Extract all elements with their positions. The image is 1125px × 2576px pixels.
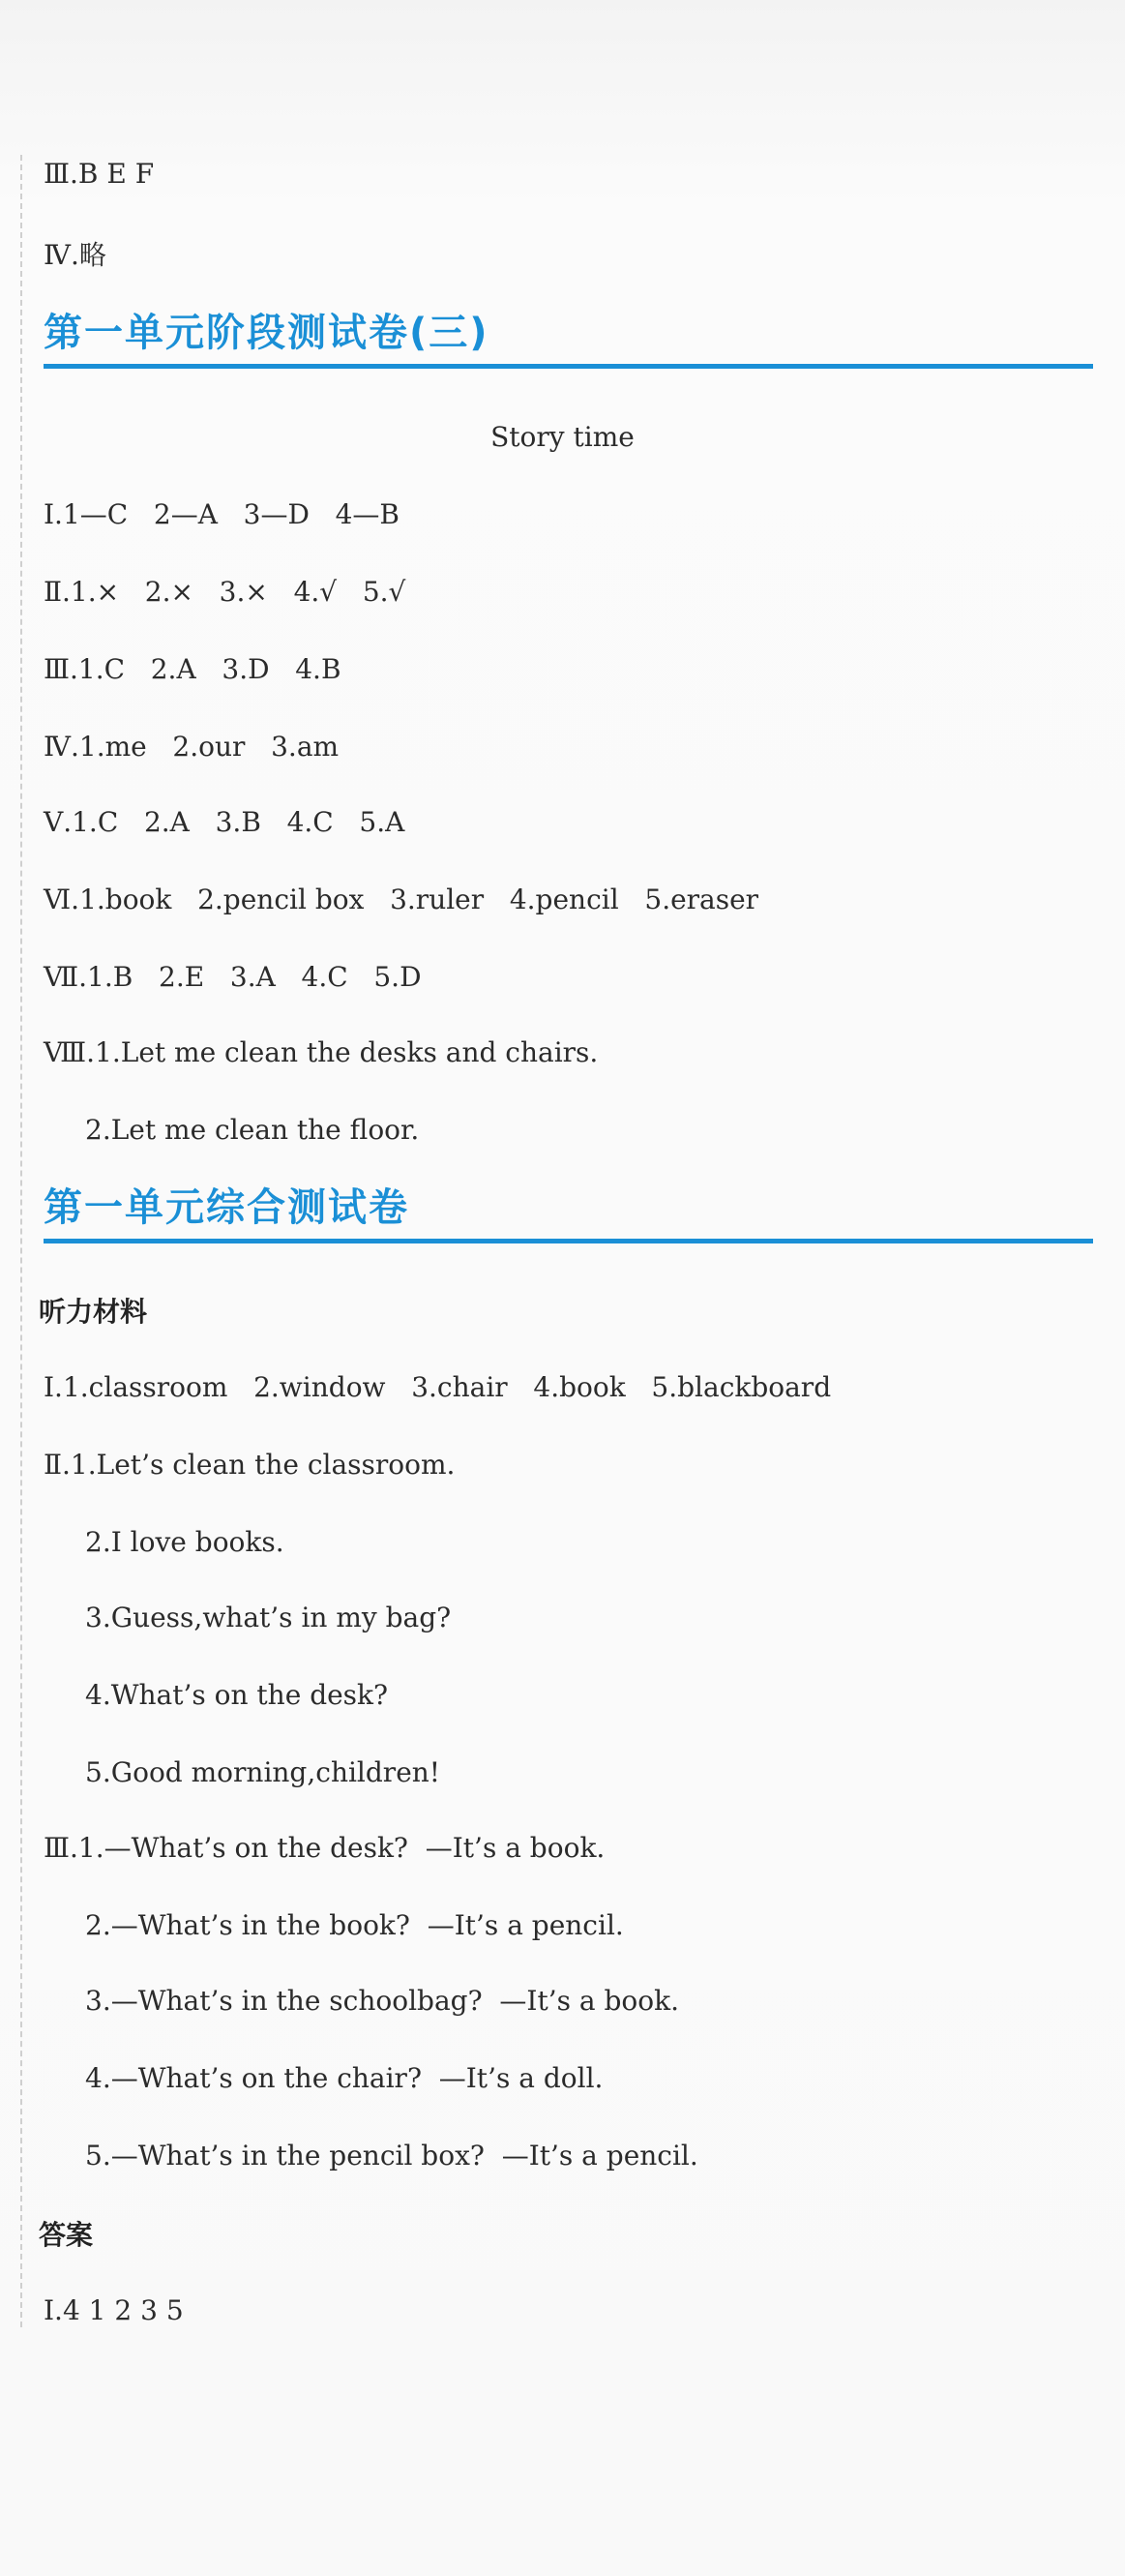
answer-line: 5.Good morning,children! xyxy=(85,1756,441,1788)
answer-line: Ⅲ.B E F xyxy=(44,158,155,190)
answer-line: Ⅰ.1—C 2—A 3—D 4—B xyxy=(44,498,400,530)
answer-line: Ⅲ.1.—What’s on the desk? —It’s a book. xyxy=(44,1832,606,1864)
answers-heading: 答案 xyxy=(39,2219,94,2251)
answer-line: Ⅱ.1.Let’s clean the classroom. xyxy=(44,1449,456,1481)
answer-line: Ⅳ.略 xyxy=(44,239,106,271)
answer-line: 3.Guess,what’s in my bag? xyxy=(85,1602,452,1633)
answer-line: Ⅱ.1.× 2.× 3.× 4.√ 5.√ xyxy=(44,576,406,608)
answer-line: 4.What’s on the desk? xyxy=(85,1679,389,1711)
section-title-stage-test-3: 第一单元阶段测试卷(三) xyxy=(44,308,1093,369)
answer-line: 4.—What’s on the chair? —It’s a doll. xyxy=(85,2062,604,2094)
section-subtitle: Story time xyxy=(490,421,635,453)
answer-line: Ⅶ.1.B 2.E 3.A 4.C 5.D xyxy=(44,961,422,993)
answer-line: Ⅴ.1.C 2.A 3.B 4.C 5.A xyxy=(44,806,405,838)
answer-line: 2.I love books. xyxy=(85,1526,284,1558)
answer-line: 3.—What’s in the schoolbag? —It’s a book. xyxy=(85,1985,679,2017)
answer-line: 5.—What’s in the pencil box? —It’s a pencil. xyxy=(85,2140,698,2172)
answer-line: Ⅵ.1.book 2.pencil box 3.ruler 4.pencil 5.eraser xyxy=(44,884,759,915)
answer-line: Ⅳ.1.me 2.our 3.am xyxy=(44,731,340,763)
section-title-unit-test: 第一单元综合测试卷 xyxy=(44,1183,1093,1243)
answer-line: Ⅲ.1.C 2.A 3.D 4.B xyxy=(44,653,341,685)
answer-line: 2.—What’s in the book? —It’s a pencil. xyxy=(85,1909,624,1941)
listening-materials-heading: 听力材料 xyxy=(39,1296,148,1328)
answer-line: 2.Let me clean the floor. xyxy=(85,1114,420,1146)
answer-line: Ⅰ.4 1 2 3 5 xyxy=(44,2294,184,2326)
answer-line: Ⅷ.1.Let me clean the desks and chairs. xyxy=(44,1036,599,1068)
binding-margin-line xyxy=(20,155,22,2327)
answer-line: Ⅰ.1.classroom 2.window 3.chair 4.book 5.blackboard xyxy=(44,1371,832,1403)
